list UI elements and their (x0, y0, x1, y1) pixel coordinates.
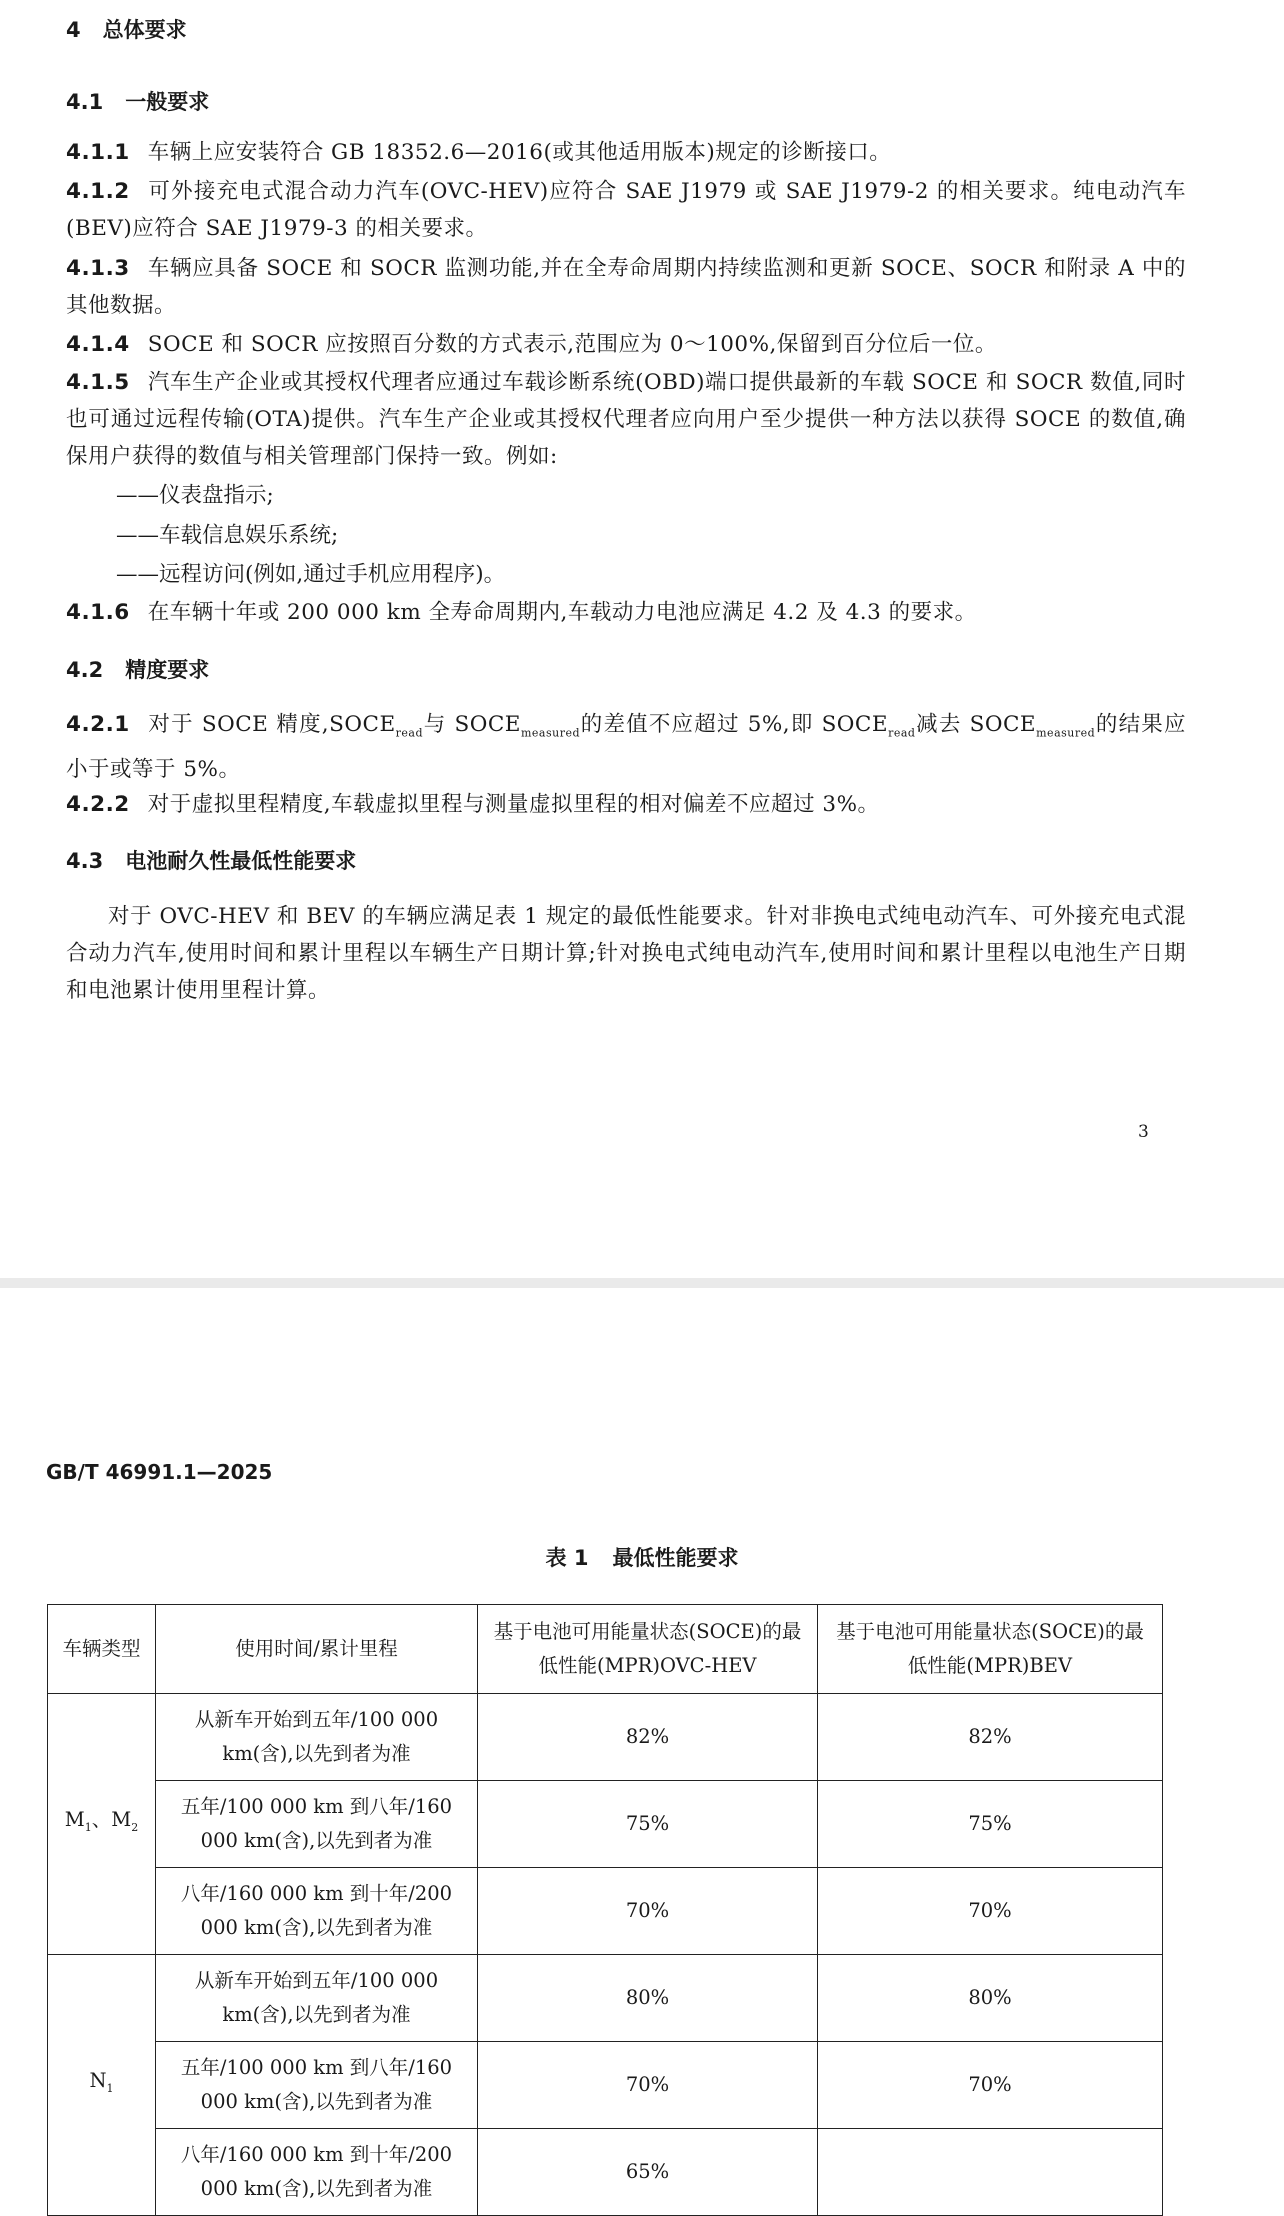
bev-value: 75% (818, 1781, 1163, 1868)
ovc-hev-value: 65% (478, 2129, 818, 2216)
min-performance-table (47, 1604, 1163, 2216)
header-usage-period: 使用时间/累计里程 (156, 1605, 478, 1694)
bev-value: 80% (818, 1955, 1163, 2042)
bev-value: 70% (818, 1868, 1163, 1955)
table-row (48, 2042, 1163, 2129)
period-cell: 八年/160 000 km 到十年/200 000 km(含),以先到者为准 (156, 1868, 478, 1955)
table-row (48, 1781, 1163, 1868)
ovc-hev-value: 70% (478, 1868, 818, 1955)
clause-4-1-1: 4.1.1 车辆上应安装符合 GB 18352.6—2016(或其他适用版本)规定的诊断接口。 (66, 140, 892, 165)
ovc-hev-value: 70% (478, 2042, 818, 2129)
table-header-row (48, 1605, 1163, 1694)
clause-4-2-2: 4.2.2 对于虚拟里程精度,车载虚拟里程与测量虚拟里程的相对偏差不应超过 3%。 (66, 792, 880, 817)
table-row (48, 1694, 1163, 1781)
page-number: 3 (1138, 1122, 1149, 1142)
period-cell: 从新车开始到五年/100 000 km(含),以先到者为准 (156, 1955, 478, 2042)
clause-4-1-3: 4.1.3 车辆应具备 SOCE 和 SOCR 监测功能,并在全寿命周期内持续监测和更新 SOCE、SOCR 和附录 A 中的其他数据。 (66, 256, 1186, 318)
ovc-hev-value: 82% (478, 1694, 818, 1781)
section-4-3-heading: 4.3 电池耐久性最低性能要求 (66, 849, 357, 873)
document-page-2 (0, 1288, 1284, 2216)
clause-4-1-5: 4.1.5 汽车生产企业或其授权代理者应通过车载诊断系统(OBD)端口提供最新的车载 SOCE 和 SOCR 数值,同时也可通过远程传输(OTA)提供。汽车生产企业或其授权代理者应向用户至少提供一种方法以获得 SOCE 的数值,确保用户获得的数值与相关管理部门保持一致。例如: (66, 370, 1186, 469)
header-mpr-ovc-hev: 基于电池可用能量状态(SOCE)的最低性能(MPR)OVC-HEV (478, 1605, 818, 1694)
period-cell: 五年/100 000 km 到八年/160 000 km(含),以先到者为准 (156, 2042, 478, 2129)
header-mpr-bev: 基于电池可用能量状态(SOCE)的最低性能(MPR)BEV (818, 1605, 1163, 1694)
standard-number: GB/T 46991.1—2025 (46, 1460, 273, 1484)
ovc-hev-value: 80% (478, 1955, 818, 2042)
section-4-heading: 4 总体要求 (66, 18, 187, 42)
table-caption: 表 1 最低性能要求 (545, 1546, 739, 1570)
period-cell: 五年/100 000 km 到八年/160 000 km(含),以先到者为准 (156, 1781, 478, 1868)
vehicle-type-m1-m2: $M_1$、$M_2$ (48, 1694, 156, 1955)
clause-4-2-1: 4.2.1 对于 SOCE 精度$,SOCE_{read}$与 $SOCE_{measured}$的差值不应超过 5%,即 $SOCE_{read}$减去 $SOCE_{measured}$的结果应小于或等于 5%。 (66, 712, 1186, 783)
ovc-hev-value: 75% (478, 1781, 818, 1868)
section-4-2-heading: 4.2 精度要求 (66, 658, 210, 682)
table-row (48, 1955, 1163, 2042)
page-separator (0, 1278, 1284, 1288)
vehicle-type-n1: $N_1$ (48, 1955, 156, 2216)
list-item-infotainment: ——车载信息娱乐系统; (116, 523, 339, 548)
list-item-dashboard: ——仪表盘指示; (116, 483, 274, 508)
table-row (48, 2129, 1163, 2216)
header-vehicle-type: 车辆类型 (48, 1605, 156, 1694)
period-cell: 八年/160 000 km 到十年/200 000 km(含),以先到者为准 (156, 2129, 478, 2216)
bev-value: 70% (818, 2042, 1163, 2129)
clause-4-1-6: 4.1.6 在车辆十年或 200 000 km 全寿命周期内,车载动力电池应满足 4.2 及 4.3 的要求。 (66, 600, 977, 625)
section-4-1-heading: 4.1 一般要求 (66, 90, 210, 114)
period-cell: 从新车开始到五年/100 000 km(含),以先到者为准 (156, 1694, 478, 1781)
list-item-remote-access: ——远程访问(例如,通过手机应用程序)。 (116, 562, 506, 587)
table-row (48, 1868, 1163, 1955)
bev-value (818, 2129, 1163, 2216)
clause-4-1-2: 4.1.2 可外接充电式混合动力汽车(OVC-HEV)应符合 SAE J1979 或 SAE J1979-2 的相关要求。纯电动汽车(BEV)应符合 SAE J1979-3 的相关要求。 (66, 179, 1186, 241)
clause-4-3-body: 对于 OVC-HEV 和 BEV 的车辆应满足表 1 规定的最低性能要求。针对非换电式纯电动汽车、可外接充电式混合动力汽车,使用时间和累计里程以车辆生产日期计算;针对换电式纯电动汽车,使用时间和累计里程以电池生产日期和电池累计使用里程计算。 (66, 904, 1186, 1003)
bev-value: 82% (818, 1694, 1163, 1781)
clause-4-1-4: 4.1.4 SOCE 和 SOCR 应按照百分数的方式表示,范围应为 0～100%,保留到百分位后一位。 (66, 332, 997, 357)
